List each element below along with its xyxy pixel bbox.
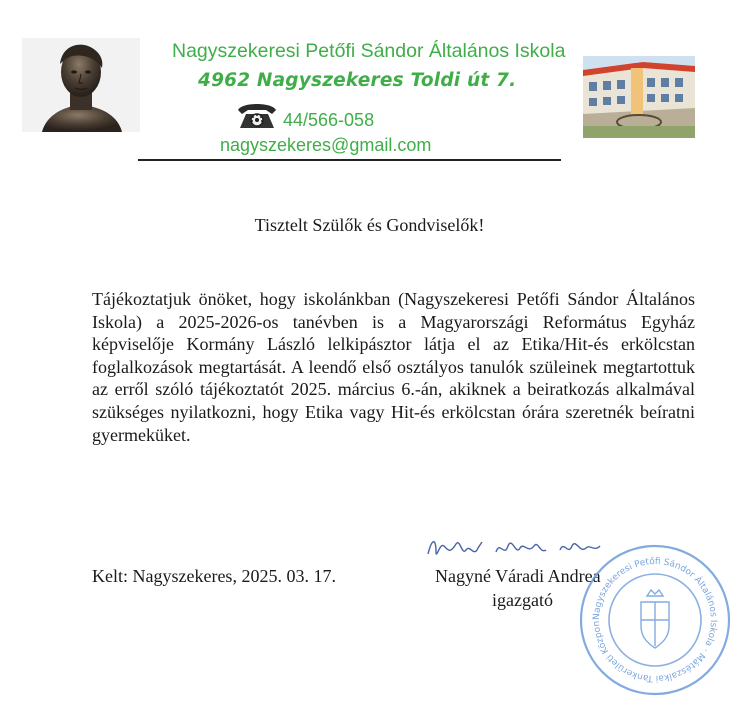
signer-name: Nagyné Váradi Andrea — [435, 566, 601, 586]
letter-date: Kelt: Nagyszekeres, 2025. 03. 17. — [92, 566, 336, 586]
school-address: 4962 Nagyszekeres Toldi út 7. — [198, 70, 517, 91]
phone-number: 44/566-058 — [283, 110, 375, 130]
svg-text:Nagyszekeresi Petőfi Sándor Ál: Nagyszekeresi Petőfi Sándor Általános Iskola · Mátészalkai Tankerületi Közpon — [591, 556, 719, 684]
official-stamp — [575, 540, 735, 700]
school-building-photo — [583, 56, 695, 138]
email-address[interactable]: nagyszekeres@gmail.com — [220, 135, 432, 155]
petofi-bust-image — [22, 38, 140, 132]
school-name: Nagyszekeresi Petőfi Sándor Általános Iskola — [172, 40, 566, 62]
letter-body: Tájékoztatjuk önöket, hogy iskolánkban (Nagyszekeresi Petőfi Sándor Általános Iskola) a 2025-2026-os tanévben is a Magyarországi Református Egyház képviselője Kormány László lelkipásztor látja el az Etika/Hit-és erkölcstan foglalkozások megtartását. A leendő első osztályos tanulók szüleinek megtartottuk az erről szóló tájékoztatót 2025. március 6.-án, akiknek a beiratkozás alkalmával szükséges nyilatkozni, hogy Etika vagy Hit-és erkölcstan órára szeretnék beíratni gyermeküket. — [92, 289, 695, 445]
signer-title: igazgató — [492, 590, 553, 610]
letter-greeting: Tisztelt Szülők és Gondviselők! — [254, 215, 485, 235]
rotary-phone-icon — [234, 98, 280, 130]
header-divider — [138, 159, 561, 161]
